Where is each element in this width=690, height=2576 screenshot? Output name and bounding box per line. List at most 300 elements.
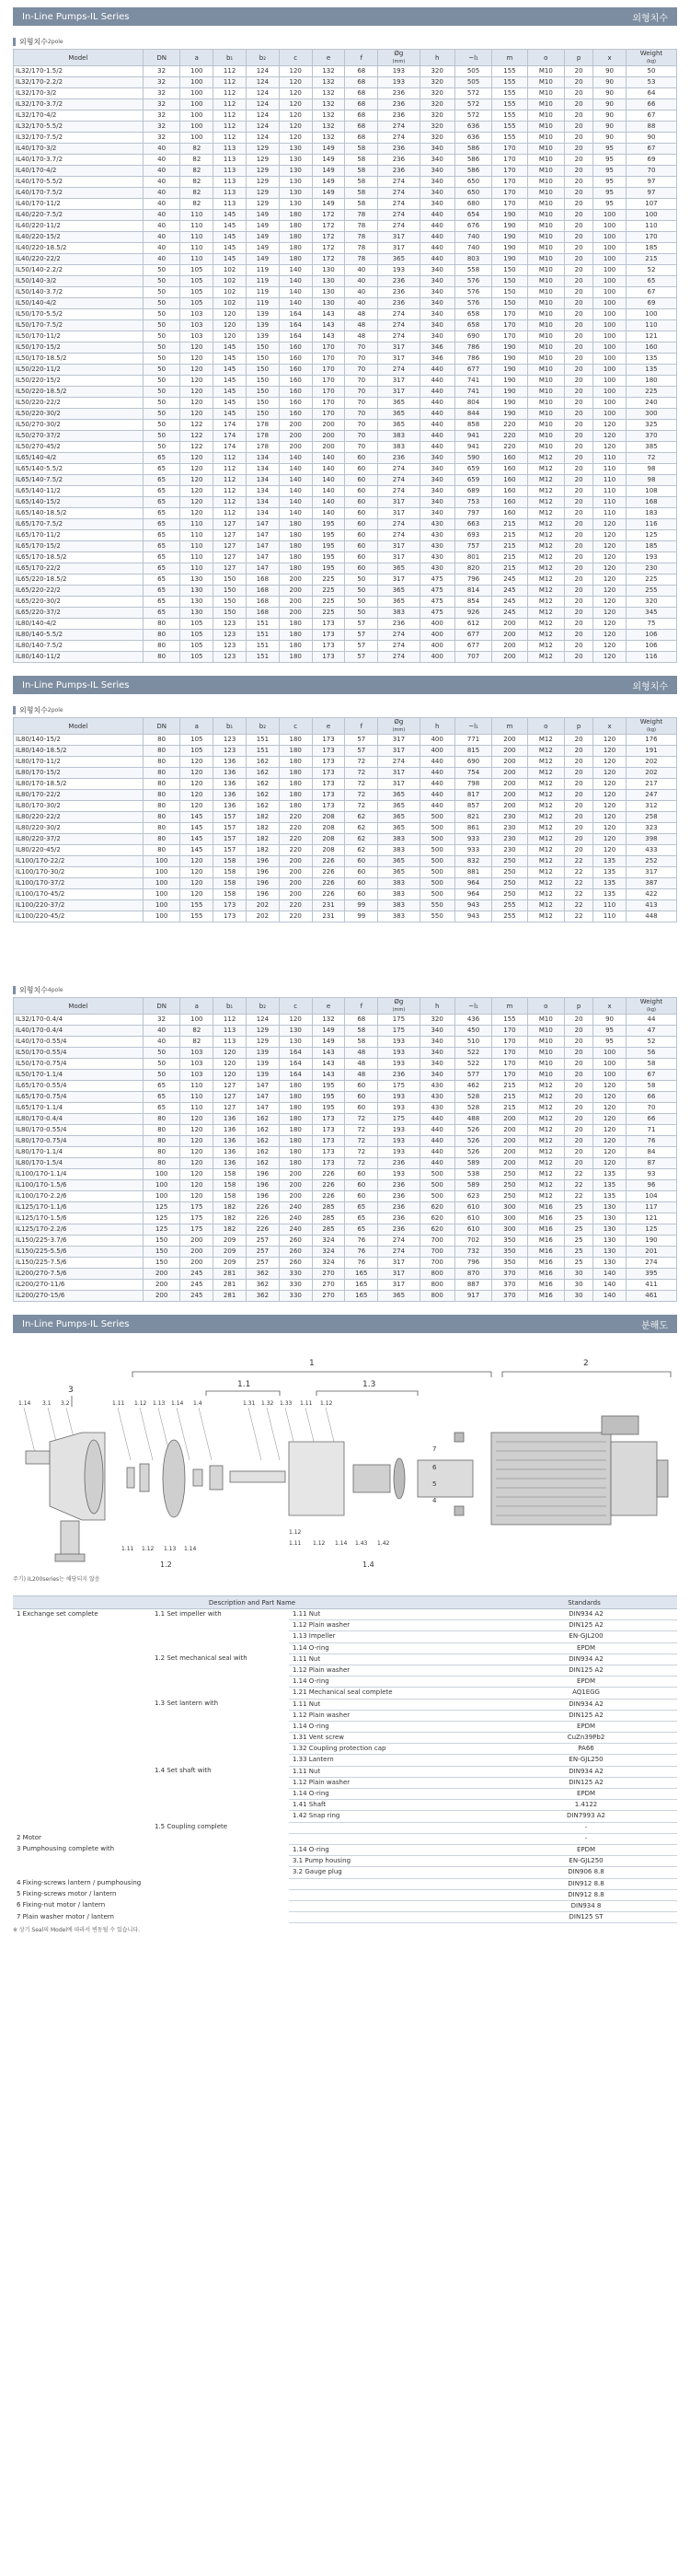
table-cell: 225 — [626, 387, 676, 398]
parts-row — [13, 1665, 677, 1676]
part-level2: 1.2 Set mechanical seal with — [155, 1654, 247, 1663]
table-cell: 25 — [565, 1213, 593, 1224]
table-cell: 440 — [420, 221, 454, 232]
table-cell: 136 — [213, 768, 247, 779]
table-cell: 149 — [247, 210, 280, 221]
table-cell: 112 — [213, 508, 247, 519]
table-row — [14, 1070, 677, 1081]
table-row — [14, 1269, 677, 1280]
table-cell: 120 — [180, 354, 213, 365]
table-cell: 20 — [565, 497, 593, 508]
parts-row — [13, 1800, 677, 1811]
part-level2 — [151, 1867, 289, 1878]
table-cell: 798 — [454, 779, 492, 790]
table-cell: 20 — [565, 563, 593, 574]
table-cell: M12 — [527, 1169, 565, 1180]
col-header: b₂ — [247, 998, 280, 1015]
table-cell: 693 — [454, 530, 492, 541]
table-cell: 64 — [626, 88, 676, 99]
table-cell: 58 — [345, 188, 378, 199]
table-cell: 182 — [247, 812, 280, 823]
part-level1 — [13, 1856, 151, 1867]
table-cell: 196 — [247, 878, 280, 889]
table-cell: 522 — [454, 1048, 492, 1059]
table-cell: 20 — [565, 1081, 593, 1092]
table-cell: 120 — [593, 779, 627, 790]
table-row — [14, 1059, 677, 1070]
table-cell: M12 — [527, 486, 565, 497]
table-row — [14, 431, 677, 442]
table-cell: IL65/140-11/2 — [14, 486, 144, 497]
table-cell: M12 — [527, 1125, 565, 1136]
table-cell: M12 — [527, 790, 565, 801]
table-cell: 112 — [213, 475, 247, 486]
table-cell: 98 — [626, 464, 676, 475]
table-cell: 65 — [626, 276, 676, 287]
table-cell: 413 — [626, 900, 676, 911]
table-cell: 65 — [345, 1202, 378, 1213]
table-cell: 300 — [492, 1224, 527, 1236]
table-cell: 100 — [593, 265, 627, 276]
part-level2: 1.3 Set lantern with — [155, 1700, 219, 1707]
table-cell: 93 — [626, 1169, 676, 1180]
part-level3: 1.12 Plain washer — [289, 1710, 491, 1721]
table-cell: 797 — [454, 508, 492, 519]
table-cell: 317 — [378, 387, 420, 398]
part-level3: 1.41 Shaft — [289, 1800, 491, 1811]
table-cell: 71 — [626, 1125, 676, 1136]
table-cell: M12 — [527, 768, 565, 779]
table-row — [14, 1081, 677, 1092]
table-row — [14, 1191, 677, 1202]
table-cell: 100 — [143, 1169, 180, 1180]
table-cell: 127 — [213, 519, 247, 530]
table-cell: 120 — [593, 420, 627, 431]
table-cell: 103 — [180, 320, 213, 331]
table-cell: 180 — [279, 746, 312, 757]
table-cell: 57 — [345, 619, 378, 630]
table-cell: 160 — [279, 398, 312, 409]
table-cell: 170 — [312, 354, 345, 365]
table-cell: 620 — [420, 1213, 454, 1224]
table-cell: 100 — [180, 122, 213, 133]
part-level2 — [151, 1833, 289, 1844]
table-cell: 82 — [180, 1026, 213, 1037]
table-cell: 786 — [454, 342, 492, 354]
part-level3: 1.11 Nut — [289, 1766, 491, 1777]
table-cell: 139 — [247, 331, 280, 342]
table-row — [14, 779, 677, 790]
table-cell: 103 — [180, 1070, 213, 1081]
table-cell: 193 — [378, 1169, 420, 1180]
table-cell: 440 — [420, 801, 454, 812]
table-cell: 113 — [213, 1026, 247, 1037]
table-cell: IL100/170-30/2 — [14, 867, 144, 878]
table-cell: 112 — [213, 497, 247, 508]
table-cell: 190 — [492, 221, 527, 232]
table-cell: 162 — [247, 1125, 280, 1136]
table-cell: 50 — [345, 586, 378, 597]
table-cell: 173 — [312, 757, 345, 768]
table-cell: M10 — [527, 442, 565, 453]
table-cell: M10 — [527, 77, 565, 88]
table-cell: 105 — [180, 276, 213, 287]
table-cell: 178 — [247, 431, 280, 442]
table-cell: M12 — [527, 597, 565, 608]
table-cell: 365 — [378, 420, 420, 431]
table-cell: IL40/220-7.5/2 — [14, 210, 144, 221]
table-cell: 40 — [143, 177, 180, 188]
table-cell: IL80/170-30/2 — [14, 801, 144, 812]
table-cell: M10 — [527, 409, 565, 420]
table-cell: 659 — [454, 475, 492, 486]
col-header: e — [312, 50, 345, 66]
table-cell: 62 — [345, 812, 378, 823]
table-cell: 804 — [454, 398, 492, 409]
table-cell: 663 — [454, 519, 492, 530]
table-cell: 180 — [279, 641, 312, 652]
table-cell: 136 — [213, 757, 247, 768]
table-row — [14, 597, 677, 608]
table-cell: 236 — [378, 166, 420, 177]
table-cell: 440 — [420, 790, 454, 801]
table-cell: 65 — [143, 586, 180, 597]
table-cell: 430 — [420, 541, 454, 552]
table-cell: 50 — [143, 431, 180, 442]
table-cell: 68 — [345, 99, 378, 110]
table-cell: 80 — [143, 779, 180, 790]
table-cell: 225 — [312, 608, 345, 619]
table-cell: 510 — [454, 1037, 492, 1048]
table-cell: 140 — [279, 276, 312, 287]
table-cell: 383 — [378, 442, 420, 453]
table-cell: 430 — [420, 552, 454, 563]
table-cell: 175 — [378, 1026, 420, 1037]
table-cell: 120 — [180, 464, 213, 475]
table-cell: 90 — [593, 66, 627, 77]
table-cell: 100 — [593, 1059, 627, 1070]
table-cell: 20 — [565, 652, 593, 663]
table-cell: 20 — [565, 552, 593, 563]
table-cell: 129 — [247, 188, 280, 199]
table-cell: 180 — [279, 1147, 312, 1158]
table-cell: 145 — [213, 342, 247, 354]
table-cell: 110 — [593, 453, 627, 464]
table-cell: 120 — [593, 619, 627, 630]
table-cell: 67 — [626, 110, 676, 122]
col-header: m — [492, 50, 527, 66]
table-cell: 195 — [312, 1103, 345, 1114]
table-cell: IL40/170-3/2 — [14, 144, 144, 155]
table-cell: M10 — [527, 199, 565, 210]
table-cell: 145 — [213, 365, 247, 376]
table-cell: 173 — [312, 779, 345, 790]
table-cell: 100 — [180, 77, 213, 88]
table-cell: 274 — [378, 630, 420, 641]
col-header: Model — [14, 998, 144, 1015]
part-level1 — [13, 1631, 151, 1642]
table-cell: 112 — [213, 1015, 247, 1026]
table-row — [14, 735, 677, 746]
table-cell: 119 — [247, 287, 280, 298]
table-cell: 100 — [593, 210, 627, 221]
table-cell: 436 — [454, 1015, 492, 1026]
table-cell: 180 — [279, 757, 312, 768]
col-header: f — [345, 50, 378, 66]
part-level3: 1.11 Nut — [289, 1654, 491, 1665]
table-cell: 340 — [420, 309, 454, 320]
table-row — [14, 497, 677, 508]
table-cell: 317 — [626, 867, 676, 878]
part-level2 — [151, 1912, 289, 1923]
table-cell: 180 — [279, 1158, 312, 1169]
table-cell: 120 — [593, 541, 627, 552]
table-cell: 132 — [312, 122, 345, 133]
table-cell: 814 — [454, 586, 492, 597]
table-cell: 140 — [593, 1291, 627, 1302]
table-cell: 80 — [143, 801, 180, 812]
table-cell: 200 — [492, 641, 527, 652]
table-cell: M12 — [527, 834, 565, 845]
table-cell: 102 — [213, 276, 247, 287]
part-level3: 3.1 Pump housing — [289, 1856, 491, 1867]
table-cell: 440 — [420, 243, 454, 254]
col-header: o — [527, 50, 565, 66]
part-level3: 1.32 Coupling protection cap — [289, 1744, 491, 1755]
callout-1: 1 — [309, 1359, 315, 1368]
table-cell: 274 — [378, 122, 420, 133]
part-level3: 1.33 Lantern — [289, 1755, 491, 1766]
table-cell: 370 — [492, 1291, 527, 1302]
table-cell: 82 — [180, 199, 213, 210]
table-cell: 753 — [454, 497, 492, 508]
table-cell: IL40/170-4/2 — [14, 166, 144, 177]
table-cell: 190 — [492, 365, 527, 376]
table-cell: 180 — [279, 232, 312, 243]
table-cell: 164 — [279, 1059, 312, 1070]
table-row — [14, 354, 677, 365]
table-cell: 67 — [626, 287, 676, 298]
table-caption — [13, 37, 677, 47]
table-cell: 330 — [279, 1291, 312, 1302]
table-cell: 121 — [626, 331, 676, 342]
table-cell: 220 — [279, 812, 312, 823]
spec-table-2pole-1 — [13, 49, 677, 663]
table-row — [14, 442, 677, 453]
table-cell: 236 — [378, 453, 420, 464]
table-cell: 274 — [378, 464, 420, 475]
table-cell: M10 — [527, 232, 565, 243]
part-level1: 3 Pumphousing complete with — [17, 1845, 115, 1853]
table-cell: 149 — [247, 221, 280, 232]
table-cell: 398 — [626, 834, 676, 845]
table-cell: IL65/170-11/2 — [14, 530, 144, 541]
table-cell: 155 — [180, 911, 213, 922]
table-cell: 165 — [345, 1269, 378, 1280]
table-cell: 160 — [492, 497, 527, 508]
table-cell: 100 — [593, 1070, 627, 1081]
table-cell: M10 — [527, 298, 565, 309]
table-cell: 47 — [626, 1026, 676, 1037]
table-cell: 170 — [492, 155, 527, 166]
table-cell: 143 — [312, 1048, 345, 1059]
table-cell: 340 — [420, 287, 454, 298]
table-cell: 136 — [213, 1147, 247, 1158]
table-cell: 200 — [492, 746, 527, 757]
table-cell: 796 — [454, 574, 492, 586]
table-cell: 200 — [279, 1191, 312, 1202]
table-cell: M12 — [527, 801, 565, 812]
table-cell: 130 — [312, 287, 345, 298]
table-cell: 430 — [420, 1092, 454, 1103]
table-cell: 170 — [492, 1059, 527, 1070]
table-cell: 32 — [143, 88, 180, 99]
table-cell: 200 — [279, 889, 312, 900]
table-cell: 50 — [345, 574, 378, 586]
table-cell: 20 — [565, 768, 593, 779]
part-standard: DIN934 8 — [491, 1900, 677, 1911]
table-cell: 20 — [565, 486, 593, 497]
table-cell: 240 — [626, 398, 676, 409]
col-header: m — [492, 718, 527, 735]
table-cell: 526 — [454, 1147, 492, 1158]
part-standard: DIN125 A2 — [491, 1777, 677, 1788]
table-cell: 105 — [180, 746, 213, 757]
table-cell: 365 — [378, 801, 420, 812]
table-cell: 180 — [279, 1125, 312, 1136]
table-cell: 170 — [492, 188, 527, 199]
table-cell: 82 — [180, 1037, 213, 1048]
table-cell: 62 — [345, 823, 378, 834]
caption-pole: 4pole — [47, 987, 63, 993]
table-cell: 193 — [378, 1037, 420, 1048]
table-cell: 170 — [492, 331, 527, 342]
table-cell: IL40/170-7.5/2 — [14, 188, 144, 199]
table-cell: 130 — [593, 1213, 627, 1224]
table-cell: 60 — [345, 1191, 378, 1202]
col-header: b₁ — [213, 50, 247, 66]
table-cell: 170 — [492, 309, 527, 320]
table-cell: IL80/220-22/2 — [14, 812, 144, 823]
table-cell: 20 — [565, 746, 593, 757]
table-cell: 226 — [312, 1169, 345, 1180]
table-cell: 157 — [213, 812, 247, 823]
table-cell: IL32/170-5.5/2 — [14, 122, 144, 133]
table-cell: IL65/170-18.5/2 — [14, 552, 144, 563]
table-cell: 236 — [378, 88, 420, 99]
table-cell: 113 — [213, 166, 247, 177]
table-cell: 125 — [626, 1224, 676, 1236]
table-cell: 385 — [626, 442, 676, 453]
table-cell: 200 — [279, 420, 312, 431]
table-cell: 236 — [378, 1224, 420, 1236]
table-cell: 20 — [565, 387, 593, 398]
table-cell: 586 — [454, 166, 492, 177]
table-cell: 155 — [492, 77, 527, 88]
table-cell: 589 — [454, 1180, 492, 1191]
part-level1 — [13, 1642, 151, 1654]
table-cell: 659 — [454, 464, 492, 475]
part-standard: AQ1EGG — [491, 1688, 677, 1699]
table-cell: M10 — [527, 320, 565, 331]
table-cell: 40 — [345, 298, 378, 309]
callout-3: 3 — [68, 1386, 74, 1395]
table-cell: 25 — [565, 1258, 593, 1269]
table-cell: 440 — [420, 1147, 454, 1158]
col-header: o — [527, 718, 565, 735]
col-header: c — [279, 998, 312, 1015]
table-cell: 150 — [143, 1247, 180, 1258]
table-cell: 175 — [180, 1202, 213, 1213]
table-cell: 150 — [247, 365, 280, 376]
table-cell: 160 — [279, 409, 312, 420]
table-cell: 52 — [626, 1037, 676, 1048]
table-cell: IL50/170-7.5/2 — [14, 320, 144, 331]
table-cell: IL125/170-1.5/6 — [14, 1213, 144, 1224]
table-cell: M10 — [527, 265, 565, 276]
table-cell: 140 — [279, 497, 312, 508]
table-cell: 448 — [626, 911, 676, 922]
table-cell: 190 — [492, 376, 527, 387]
table-cell: 180 — [279, 630, 312, 641]
table-cell: 25 — [565, 1247, 593, 1258]
table-cell: 80 — [143, 834, 180, 845]
table-cell: 226 — [312, 1180, 345, 1191]
table-row — [14, 387, 677, 398]
table-cell: 180 — [279, 519, 312, 530]
table-cell: 440 — [420, 420, 454, 431]
table-cell: 450 — [454, 1026, 492, 1037]
table-cell: 22 — [565, 900, 593, 911]
table-cell: 124 — [247, 99, 280, 110]
table-cell: 120 — [180, 1147, 213, 1158]
table-cell: 20 — [565, 453, 593, 464]
table-cell: IL65/220-30/2 — [14, 597, 144, 608]
table-cell: 70 — [626, 1103, 676, 1114]
table-cell: 50 — [143, 354, 180, 365]
col-header: m — [492, 998, 527, 1015]
table-cell: 120 — [180, 1191, 213, 1202]
table-cell: M10 — [527, 1015, 565, 1026]
table-cell: 80 — [143, 746, 180, 757]
table-cell: 236 — [378, 1158, 420, 1169]
table-cell: 98 — [626, 475, 676, 486]
table-cell: 100 — [180, 99, 213, 110]
table-cell: 82 — [180, 188, 213, 199]
table-cell: 943 — [454, 911, 492, 922]
table-cell: IL200/270-15/6 — [14, 1291, 144, 1302]
part-level2 — [151, 1889, 289, 1900]
table-cell: 132 — [312, 66, 345, 77]
table-cell: 67 — [626, 1070, 676, 1081]
table-cell: 240 — [279, 1202, 312, 1213]
table-cell: M10 — [527, 398, 565, 409]
table-cell: 175 — [180, 1224, 213, 1236]
table-cell: 90 — [593, 99, 627, 110]
table-cell: 350 — [492, 1247, 527, 1258]
table-cell: 320 — [420, 122, 454, 133]
table-cell: 32 — [143, 110, 180, 122]
table-cell: M10 — [527, 342, 565, 354]
callout-bottom-label: 1.13 — [164, 1546, 177, 1552]
table-cell: IL150/225-7.5/6 — [14, 1258, 144, 1269]
table-cell: 330 — [279, 1280, 312, 1291]
table-cell: 964 — [454, 878, 492, 889]
table-cell: 200 — [312, 442, 345, 453]
table-row — [14, 812, 677, 823]
table-cell: M10 — [527, 287, 565, 298]
table-cell: 130 — [593, 1202, 627, 1213]
